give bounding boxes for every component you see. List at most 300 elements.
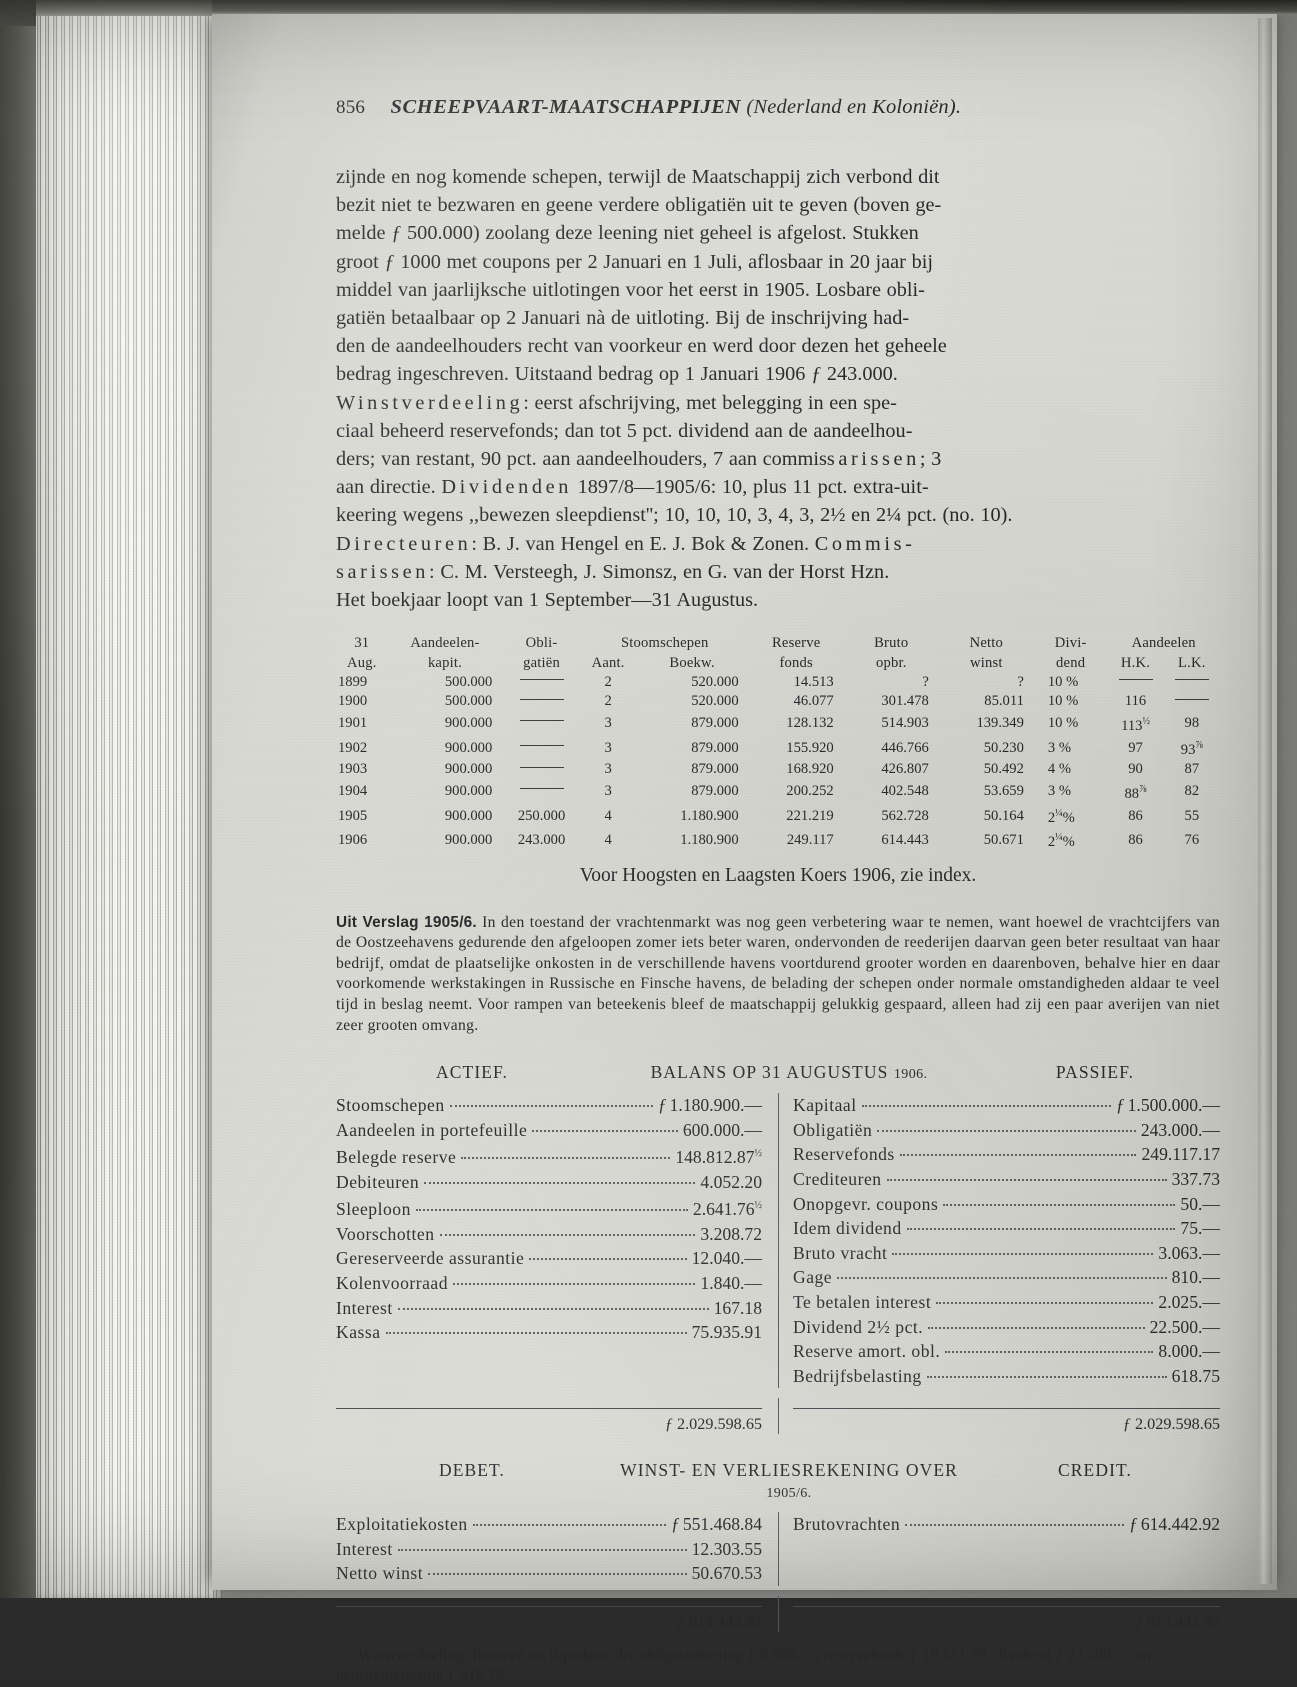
leader-dots bbox=[877, 1130, 1136, 1132]
body-line: Winstverdeeling: eerst afschrijving, met belegging in een spe- bbox=[336, 391, 897, 414]
leader-dots bbox=[943, 1204, 1175, 1206]
running-head-title: SCHEEPVAART-MAATSCHAPPIJEN bbox=[390, 96, 741, 118]
balans-sheet bbox=[336, 1062, 1220, 1434]
cell-hoogste-koers: 86 bbox=[1128, 807, 1143, 824]
passief-item-label: Reservefonds bbox=[793, 1144, 895, 1165]
passief-item-value bbox=[1158, 1290, 1220, 1315]
list-item bbox=[793, 1192, 1220, 1217]
list-item bbox=[336, 1170, 762, 1195]
balans-total-actief-wrap bbox=[336, 1398, 778, 1434]
wv-total-debet-value: 614.442.92 bbox=[689, 1613, 762, 1632]
leader-dots bbox=[440, 1234, 696, 1236]
cell-dividend: 10 % bbox=[1047, 715, 1079, 732]
book-gutter-shadow bbox=[0, 0, 40, 1598]
cell-bruto-opbrengst: 514.903 bbox=[881, 715, 929, 732]
em-dash-rule bbox=[520, 699, 564, 700]
passief-item-label: Dividend 2½ pct. bbox=[793, 1316, 924, 1337]
passief-item-value bbox=[1141, 1118, 1220, 1143]
cell-year: 1906 bbox=[338, 831, 368, 848]
cell-netto-winst: 50.164 bbox=[983, 807, 1024, 824]
wv-total-left-row bbox=[336, 1613, 762, 1632]
balans-actief-column bbox=[336, 1093, 778, 1388]
cell-aantal: 4 bbox=[604, 807, 612, 824]
passief-item-label: Bruto vracht bbox=[793, 1242, 888, 1263]
verslag-lead: Uit Verslag 1905/6. bbox=[336, 913, 477, 931]
em-dash-rule bbox=[520, 745, 564, 746]
balans-total-passief-value: 2.029.598.65 bbox=[1135, 1415, 1220, 1434]
passief-item-value bbox=[1172, 1265, 1220, 1290]
hdr-hk: H.K. bbox=[1120, 654, 1151, 671]
cell-year: 1901 bbox=[338, 715, 368, 732]
leader-dots bbox=[424, 1182, 695, 1184]
cell-bruto-opbrengst: 402.548 bbox=[881, 783, 929, 800]
verslag-text: In den toestand der vrachtenmarkt was nog geen verbetering waar te nemen, want hoewel de vrachtcijfers van de Oostzeehavens gedurende den afgeloopen zomer iets beter waren, ondervonden de reederijen daarvan geen beter resultaat van haar bedrijf, omdat de plaatselijke onkosten in de verschillende havens voortdurend grooter worden en daarenboven, behalve hier en daar voorkomende werkstakingen in Russische en Finsche havens, de belading der schepen onder normale omstandigheden aldaar te veel tijd in beslag neemt. Voor rampen van beteekenis bleef de maatschappij gelukkig gespaard, alleen had zij een paar averijen van niet zeer grooten omvang. bbox=[336, 913, 1220, 1034]
hdr-reserve: Reserve bbox=[771, 635, 821, 652]
em-dash-rule bbox=[1175, 699, 1209, 700]
cell-hoogste-koers: 97 bbox=[1128, 739, 1143, 756]
debet-item-label: Exploitatiekosten bbox=[336, 1514, 468, 1535]
cell-netto-winst: 85.011 bbox=[984, 693, 1024, 710]
cell-year: 1900 bbox=[338, 693, 368, 710]
cell-laagste-koers: 82 bbox=[1184, 783, 1200, 800]
leader-dots bbox=[450, 1105, 653, 1107]
list-item bbox=[793, 1216, 1220, 1241]
balans-total-actief-value: 2.029.598.65 bbox=[677, 1415, 762, 1434]
statistics-table-body bbox=[336, 673, 1220, 853]
body-line: groot ƒ 1000 met coupons per 2 Januari en 1 Juli, aflosbaar in 20 jaar bij bbox=[336, 250, 934, 273]
leader-dots bbox=[532, 1130, 678, 1132]
table-row bbox=[336, 828, 1220, 852]
cell-boekwaarde: 879.000 bbox=[691, 715, 739, 732]
list-item bbox=[793, 1364, 1220, 1389]
balans-rule-right bbox=[793, 1408, 1220, 1409]
page-edges-stack bbox=[36, 8, 222, 1598]
passief-item-value bbox=[1172, 1167, 1220, 1192]
hdr-divi: Divi- bbox=[1054, 635, 1087, 652]
amount: 249.117.17 bbox=[1141, 1144, 1220, 1165]
amount: 50.670.53 bbox=[691, 1563, 762, 1584]
winstverlies-totals-row bbox=[336, 1596, 1220, 1632]
leader-dots bbox=[398, 1549, 687, 1551]
actief-item-value bbox=[683, 1118, 762, 1143]
currency-symbol: ƒ bbox=[1129, 1514, 1138, 1535]
cell-boekwaarde: 520.000 bbox=[691, 693, 739, 710]
amount: 243.000.— bbox=[1140, 1119, 1220, 1140]
wv-rule-left bbox=[336, 1606, 762, 1607]
list-item bbox=[336, 1512, 762, 1537]
body-line: gatiën betaalbaar op 2 Januari nà de uitloting. Bij de inschrijving had- bbox=[336, 307, 910, 330]
balans-center-title bbox=[608, 1062, 970, 1083]
body-line: bedrag ingeschreven. Uitstaand bedrag op 1 Januari 1906 ƒ 243.000. bbox=[336, 363, 898, 386]
cell-dividend: $2^{\frac{1}{4}}\%$ bbox=[1047, 832, 1075, 851]
debet-item-value bbox=[692, 1561, 762, 1586]
winstverlies-debet-title: DEBET. bbox=[438, 1460, 506, 1481]
cell-year: 1904 bbox=[338, 783, 368, 800]
cell-netto-winst: 50.492 bbox=[983, 761, 1024, 778]
em-dash-rule bbox=[1175, 679, 1209, 680]
body-line: Directeuren: B. J. van Hengel en E. J. Bok & Zonen. Commis- bbox=[336, 532, 916, 555]
body-line: zijnde en nog komende schepen, terwijl de Maatschappij zich verbond dit bbox=[336, 166, 940, 188]
hdr-stoomschepen: Stoomschepen bbox=[620, 635, 709, 652]
winstverdeeling-footnote: Winstverdeeling: Reserve tot liquidatie der obligatieleening ƒ 8.000.—, reservefonds ƒ 19.551.78, dividend ƒ 22.500.— en bedrijfsbelasting ƒ 618.75. bbox=[336, 1647, 1151, 1685]
cell-boekwaarde: 879.000 bbox=[691, 739, 739, 756]
leader-dots bbox=[386, 1332, 687, 1334]
list-item bbox=[336, 1296, 762, 1321]
amount: 3.063.— bbox=[1158, 1242, 1220, 1263]
leader-dots bbox=[927, 1376, 1167, 1378]
amount: 600.000.— bbox=[682, 1119, 762, 1140]
balans-total-actief bbox=[665, 1415, 762, 1434]
cell-dividend: 10 % bbox=[1047, 693, 1079, 710]
list-item bbox=[793, 1167, 1220, 1192]
wv-total-credit-currency: ƒ bbox=[1135, 1613, 1144, 1632]
cell-aantal: 2 bbox=[604, 674, 612, 691]
hdr-aandeelen: Aandeelen- bbox=[410, 635, 480, 652]
actief-item-value bbox=[675, 1142, 762, 1169]
wv-total-left-wrap bbox=[336, 1596, 778, 1632]
winstverlies-debet-column bbox=[336, 1512, 778, 1586]
actief-item-label: Debiteuren bbox=[336, 1171, 420, 1192]
passief-item-label: Te betalen interest bbox=[793, 1291, 932, 1312]
amount: 167.18 bbox=[713, 1297, 762, 1318]
list-item bbox=[793, 1118, 1220, 1143]
list-item bbox=[793, 1142, 1220, 1167]
passief-item-value bbox=[1158, 1241, 1220, 1266]
passief-item-label: Crediteuren bbox=[793, 1168, 882, 1189]
cell-boekwaarde: 879.000 bbox=[691, 761, 739, 778]
amount: 4.052.20 bbox=[700, 1171, 762, 1192]
balans-columns bbox=[336, 1093, 1220, 1388]
passief-item-value bbox=[1158, 1339, 1220, 1364]
cell-kapitaal: 900.000 bbox=[444, 807, 493, 824]
list-item bbox=[793, 1339, 1220, 1364]
balans-heading bbox=[336, 1062, 1220, 1083]
cell-aantal: 3 bbox=[604, 715, 612, 732]
actief-item-value bbox=[700, 1170, 762, 1195]
cell-hoogste-koers: 86 bbox=[1128, 831, 1143, 848]
cell-boekwaarde: 879.000 bbox=[691, 783, 739, 800]
cell-obligatien bbox=[502, 712, 581, 736]
balans-center-year: 1906. bbox=[893, 1067, 928, 1083]
hdr-opbr: opbr. bbox=[875, 654, 907, 671]
cell-hoogste-koers: $88^{\frac{7}{8}}$ bbox=[1124, 783, 1147, 802]
leader-dots bbox=[398, 1308, 709, 1310]
cell-reservefonds: 46.077 bbox=[793, 693, 834, 710]
wv-total-credit bbox=[1135, 1613, 1220, 1632]
cell-obligatien bbox=[502, 673, 581, 692]
actief-item-label: Aandeelen in portefeuille bbox=[336, 1119, 528, 1140]
balans-center-label: BALANS OP 31 AUGUSTUS bbox=[650, 1062, 889, 1083]
cell-reservefonds: 14.513 bbox=[793, 674, 834, 691]
cell-year: 1905 bbox=[338, 807, 368, 824]
body-line: sarissen: C. M. Versteegh, J. Simonsz, en G. van der Horst Hzn. bbox=[336, 560, 890, 583]
hdr-obli: Obli- bbox=[525, 635, 558, 652]
amount: 8.000.— bbox=[1158, 1341, 1220, 1362]
passief-item-value bbox=[1172, 1364, 1220, 1389]
balans-total-passief-wrap bbox=[778, 1398, 1220, 1434]
balans-total-passief bbox=[1123, 1415, 1220, 1434]
list-item bbox=[336, 1320, 762, 1345]
amount: 12.040.— bbox=[691, 1248, 762, 1269]
cell-reservefonds: 249.117 bbox=[786, 831, 834, 848]
currency-symbol: ƒ bbox=[657, 1095, 667, 1116]
table-row bbox=[336, 760, 1220, 779]
running-head-subtitle: (Nederland en Koloniën). bbox=[746, 96, 962, 118]
cell-year: 1903 bbox=[338, 761, 368, 778]
hdr-31: 31 bbox=[354, 635, 370, 652]
list-item bbox=[336, 1142, 762, 1169]
amount: 75.935.91 bbox=[691, 1322, 762, 1343]
leader-dots bbox=[936, 1302, 1153, 1304]
body-line: den de aandeelhouders recht van voorkeur en werd door dezen het geheele bbox=[336, 335, 947, 358]
debet-item-value bbox=[692, 1537, 762, 1562]
table-row bbox=[336, 692, 1220, 711]
passief-item-value bbox=[1180, 1192, 1220, 1217]
passief-item-label: Kapitaal bbox=[793, 1095, 857, 1116]
balans-passief-column bbox=[778, 1093, 1220, 1388]
cell-dividend: 3 % bbox=[1047, 783, 1071, 800]
page-edges-top bbox=[36, 0, 222, 16]
amount: 22.500.— bbox=[1149, 1316, 1220, 1337]
hdr-aug: Aug. bbox=[347, 654, 377, 671]
cell-netto-winst: 50.671 bbox=[983, 831, 1024, 848]
cell-kapitaal: 900.000 bbox=[444, 739, 493, 756]
cell-kapitaal: 900.000 bbox=[444, 761, 493, 778]
em-dash-rule bbox=[1119, 679, 1153, 680]
amount: 2.025.— bbox=[1158, 1291, 1220, 1312]
cell-dividend: 10 % bbox=[1047, 674, 1079, 691]
running-head bbox=[336, 96, 1220, 119]
hdr-bruto: Bruto bbox=[874, 635, 909, 652]
statistics-table bbox=[336, 634, 1220, 852]
leader-dots bbox=[945, 1351, 1153, 1353]
actief-item-value bbox=[692, 1320, 762, 1345]
leader-dots bbox=[416, 1209, 688, 1211]
currency-symbol: ƒ bbox=[671, 1514, 680, 1535]
actief-item-value bbox=[700, 1222, 762, 1247]
list-item bbox=[793, 1315, 1220, 1340]
balans-actief-title: ACTIEF. bbox=[436, 1062, 508, 1083]
wv-total-debet-currency: ƒ bbox=[677, 1613, 686, 1632]
passief-item-value bbox=[1141, 1142, 1220, 1167]
leader-dots bbox=[529, 1258, 686, 1260]
statistics-table-head bbox=[336, 634, 1220, 673]
hdr-lk: L.K. bbox=[1178, 654, 1206, 671]
amount: $148.812.87^{\frac{1}{2}}$ bbox=[675, 1147, 762, 1168]
hdr-kapit: kapit. bbox=[427, 654, 462, 671]
balans-total-passief-currency: ƒ bbox=[1122, 1415, 1132, 1434]
hdr-winst: winst bbox=[970, 654, 1003, 671]
actief-item-value bbox=[692, 1246, 762, 1271]
cell-year: 1902 bbox=[338, 739, 368, 756]
cell-laagste-koers bbox=[1164, 673, 1220, 692]
scan-top-shadow bbox=[212, 0, 1297, 14]
cell-laagste-koers: 55 bbox=[1184, 807, 1200, 824]
page-content bbox=[336, 96, 1220, 1687]
leader-dots bbox=[928, 1327, 1144, 1329]
leader-dots bbox=[892, 1253, 1153, 1255]
leader-dots bbox=[473, 1524, 666, 1526]
actief-item-label: Sleeploon bbox=[336, 1199, 411, 1220]
wv-total-debet bbox=[677, 1613, 762, 1632]
cell-aantal: 3 bbox=[604, 783, 612, 800]
amount: 3.208.72 bbox=[700, 1223, 762, 1244]
cell-aantal: 2 bbox=[604, 693, 612, 710]
hdr-fonds: fonds bbox=[779, 654, 813, 671]
leader-dots bbox=[887, 1179, 1167, 1181]
list-item bbox=[793, 1241, 1220, 1266]
winstverlies-sheet bbox=[336, 1460, 1220, 1632]
amount: 50.— bbox=[1180, 1193, 1220, 1214]
actief-item-label: Interest bbox=[336, 1297, 393, 1318]
statistics-table-caption: Voor Hoogsten en Laagsten Koers 1906, zie index. bbox=[579, 864, 977, 886]
body-line: Het boekjaar loopt van 1 September—31 Augustus. bbox=[336, 589, 759, 612]
body-line: melde ƒ 500.000) zoolang deze leening niet geheel is afgelost. Stukken bbox=[336, 222, 919, 245]
hdr-boekw: Boekw. bbox=[669, 654, 715, 671]
leader-dots bbox=[453, 1283, 695, 1285]
passief-item-label: Gage bbox=[793, 1267, 833, 1288]
table-row bbox=[336, 804, 1220, 828]
actief-item-value bbox=[700, 1271, 762, 1296]
cell-kapitaal: 500.000 bbox=[444, 674, 493, 691]
passief-item-value bbox=[1180, 1216, 1220, 1241]
cell-laagste-koers: $93^{\frac{7}{8}}$ bbox=[1180, 740, 1203, 758]
table-row bbox=[336, 712, 1220, 736]
cell-netto-winst: 53.659 bbox=[983, 783, 1024, 800]
balans-passief-title: PASSIEF. bbox=[1055, 1062, 1135, 1083]
cell-reservefonds: 155.920 bbox=[786, 739, 834, 756]
cell-bruto-opbrengst: 301.478 bbox=[881, 693, 929, 710]
amount: 614.442.92 bbox=[1140, 1514, 1220, 1535]
winstverlies-credit-title: CREDIT. bbox=[1058, 1460, 1132, 1481]
list-item bbox=[793, 1093, 1220, 1118]
balans-total-right-row bbox=[793, 1415, 1220, 1434]
passief-item-value bbox=[1150, 1315, 1220, 1340]
body-line: middel van jaarlijksche uitlotingen voor het eerst in 1905. Losbare obli- bbox=[336, 278, 925, 301]
list-item bbox=[336, 1118, 762, 1143]
balans-total-actief-currency: ƒ bbox=[664, 1415, 674, 1434]
cell-hoogste-koers: $113^{\frac{1}{2}}$ bbox=[1121, 715, 1150, 734]
cell-bruto-opbrengst: 562.728 bbox=[881, 807, 929, 824]
list-item bbox=[336, 1222, 762, 1247]
wv-rule-right bbox=[793, 1606, 1220, 1607]
list-item bbox=[793, 1265, 1220, 1290]
cell-aantal: 3 bbox=[604, 761, 612, 778]
cell-reservefonds: 168.920 bbox=[786, 761, 834, 778]
passief-item-label: Obligatiën bbox=[793, 1119, 873, 1140]
debet-item-value bbox=[671, 1512, 762, 1537]
cell-obligatien bbox=[502, 760, 581, 779]
cell-dividend: 4 % bbox=[1047, 761, 1071, 778]
actief-item-value bbox=[714, 1296, 762, 1321]
cell-boekwaarde: 520.000 bbox=[691, 674, 739, 691]
em-dash-rule bbox=[520, 767, 564, 768]
amount: 1.180.900.— bbox=[669, 1095, 762, 1116]
cell-aantal: 3 bbox=[604, 739, 612, 756]
actief-item-label: Gereserveerde assurantie bbox=[336, 1248, 525, 1269]
cell-kapitaal: 500.000 bbox=[444, 693, 493, 710]
cell-obligatien bbox=[502, 736, 581, 760]
wv-total-right-wrap bbox=[778, 1596, 1220, 1632]
cell-netto-winst: 50.230 bbox=[983, 739, 1024, 756]
body-line: ciaal beheerd reservefonds; dan tot 5 pct. dividend aan de aandeelhou- bbox=[336, 419, 913, 442]
table-row bbox=[336, 673, 1220, 692]
amount: 75.— bbox=[1180, 1218, 1220, 1239]
actief-item-label: Belegde reserve bbox=[336, 1147, 457, 1168]
actief-item-label: Stoomschepen bbox=[336, 1095, 445, 1116]
credit-item-label: Brutovrachten bbox=[793, 1514, 901, 1535]
balans-totals-row bbox=[336, 1398, 1220, 1434]
body-line: aan directie. Dividenden 1897/8—1905/6: 10, plus 11 pct. extra-uit- bbox=[336, 476, 929, 499]
winstverlies-center-label: WINST- EN VERLIESREKENING OVER bbox=[620, 1460, 958, 1481]
table-row bbox=[336, 780, 1220, 804]
header-row-top bbox=[336, 634, 1220, 653]
leader-dots bbox=[900, 1154, 1137, 1156]
em-dash-rule bbox=[520, 788, 564, 789]
amount: 1.840.— bbox=[700, 1273, 762, 1294]
cell-netto-winst: ? bbox=[1017, 674, 1024, 691]
list-item bbox=[336, 1561, 762, 1586]
cell-netto-winst: 139.349 bbox=[976, 715, 1024, 732]
cell-obligatien: 250.000 bbox=[517, 807, 566, 824]
cell-dividend: 3 % bbox=[1047, 739, 1071, 756]
winstverlies-columns bbox=[336, 1512, 1220, 1586]
passief-item-label: Onopgevr. coupons bbox=[793, 1193, 939, 1214]
amount: 551.468.84 bbox=[682, 1514, 762, 1535]
leader-dots bbox=[907, 1228, 1176, 1230]
hdr-aandeelen-koers: Aandeelen bbox=[1131, 635, 1196, 652]
cell-laagste-koers: 98 bbox=[1184, 715, 1200, 732]
list-item bbox=[336, 1537, 762, 1562]
leader-dots bbox=[905, 1524, 1124, 1526]
actief-item-label: Voorschotten bbox=[336, 1223, 435, 1244]
verslag-paragraph bbox=[336, 913, 1220, 1037]
leader-dots bbox=[428, 1573, 687, 1575]
actief-item-value bbox=[658, 1093, 762, 1118]
cell-kapitaal: 900.000 bbox=[444, 715, 493, 732]
cell-bruto-opbrengst: 446.766 bbox=[881, 739, 929, 756]
wv-total-right-row bbox=[793, 1613, 1220, 1632]
hdr-netto: Netto bbox=[969, 635, 1004, 652]
cell-laagste-koers: 87 bbox=[1184, 761, 1200, 778]
cell-obligatien bbox=[502, 780, 581, 804]
cell-kapitaal: 900.000 bbox=[444, 783, 493, 800]
passief-item-label: Bedrijfsbelasting bbox=[793, 1365, 922, 1386]
leader-dots bbox=[461, 1157, 670, 1159]
winstverlies-heading bbox=[336, 1460, 1220, 1502]
cell-boekwaarde: 1.180.900 bbox=[680, 831, 739, 848]
cell-obligatien bbox=[502, 692, 581, 711]
table-row bbox=[336, 736, 1220, 760]
actief-item-label: Kolenvoorraad bbox=[336, 1273, 449, 1294]
amount: $2.641.76^{\frac{1}{2}}$ bbox=[692, 1199, 762, 1220]
cell-hoogste-koers: 116 bbox=[1124, 693, 1147, 710]
fore-edge-sliver bbox=[1258, 18, 1272, 1584]
list-item bbox=[336, 1271, 762, 1296]
body-line: bezit niet te bezwaren en geene verdere obligatiën uit te geven (boven ge- bbox=[336, 194, 942, 217]
cell-hoogste-koers: 90 bbox=[1128, 761, 1143, 778]
hdr-aant: Aant. bbox=[591, 654, 625, 671]
body-line: keering wegens ,,bewezen sleepdienst''; 10, 10, 10, 3, 4, 3, 2½ en 2¼ pct. (no. 10). bbox=[336, 504, 1013, 527]
cell-reservefonds: 221.219 bbox=[786, 807, 834, 824]
passief-item-label: Reserve amort. obl. bbox=[793, 1341, 941, 1362]
winstverlies-center-year: 1905/6. bbox=[766, 1486, 812, 1502]
passief-item-value bbox=[1116, 1093, 1220, 1118]
body-line: ders; van restant, 90 pct. aan aandeelhouders, 7 aan commissarissen; 3 bbox=[336, 448, 942, 471]
amount: 1.500.000.— bbox=[1127, 1095, 1220, 1116]
leader-dots bbox=[837, 1277, 1166, 1279]
cell-aantal: 4 bbox=[604, 831, 612, 848]
